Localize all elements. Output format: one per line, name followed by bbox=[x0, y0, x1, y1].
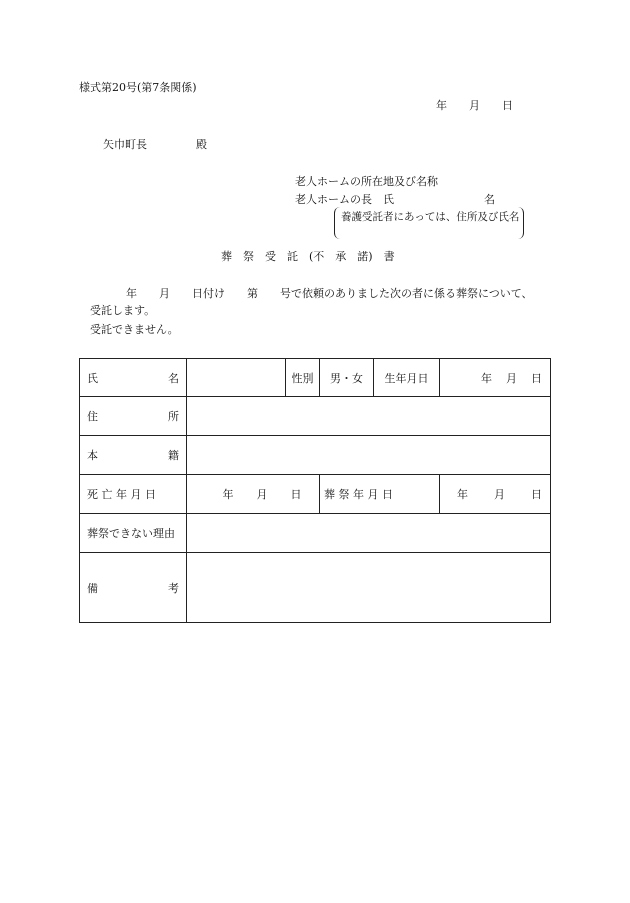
funeral-date-label-text: 葬 祭 年 月 日 bbox=[324, 488, 393, 501]
reason-label bbox=[80, 514, 187, 553]
birth-year: 年 bbox=[481, 371, 492, 385]
body-line-3: 受託できません。 bbox=[90, 323, 179, 336]
name-label-a: 氏 bbox=[87, 371, 98, 385]
reason-field[interactable] bbox=[187, 514, 551, 553]
funeral-month: 月 bbox=[494, 488, 505, 501]
table-row bbox=[80, 359, 551, 397]
birth-day: 日 bbox=[531, 371, 542, 385]
table-row bbox=[80, 514, 551, 553]
remarks-label-b: 考 bbox=[168, 581, 179, 595]
death-date-label-text: 死 亡 年 月 日 bbox=[87, 488, 156, 501]
reason-label-text: 葬祭できない理由 bbox=[87, 527, 175, 540]
funeral-date-label bbox=[320, 475, 440, 514]
funeral-date-field[interactable] bbox=[440, 475, 551, 514]
birth-date-field[interactable] bbox=[440, 359, 551, 397]
domicile-label-b: 籍 bbox=[168, 449, 179, 462]
remarks-field[interactable] bbox=[187, 553, 551, 623]
death-year: 年 bbox=[222, 488, 234, 501]
birth-month: 月 bbox=[506, 371, 517, 385]
address-label-cell bbox=[80, 397, 187, 436]
domicile-label-cell bbox=[80, 436, 187, 475]
table-row bbox=[80, 397, 551, 436]
sender-name-suffix: 名 bbox=[484, 193, 495, 206]
sender-location-name: 老人ホームの所在地及び名称 bbox=[295, 175, 438, 188]
table-row bbox=[80, 436, 551, 475]
death-month: 月 bbox=[256, 488, 268, 501]
birth-label: 生年月日 bbox=[374, 359, 440, 397]
funeral-year: 年 bbox=[457, 488, 468, 501]
sex-options[interactable]: 男・女 bbox=[320, 359, 374, 397]
honorific: 殿 bbox=[196, 138, 207, 151]
sex-label: 性別 bbox=[286, 359, 320, 397]
domicile-field[interactable] bbox=[187, 436, 551, 475]
body-line-2: 受託します。 bbox=[90, 304, 156, 317]
address-label-b: 所 bbox=[168, 410, 179, 423]
bracket-note: 養護受託者にあっては、住所及び氏名 bbox=[341, 211, 520, 223]
address-field[interactable] bbox=[187, 397, 551, 436]
address-label-a: 住 bbox=[87, 410, 98, 423]
death-date-field[interactable] bbox=[187, 475, 320, 514]
table-row bbox=[80, 553, 551, 623]
document-title: 葬 祭 受 託 (不 承 諾) 書 bbox=[221, 250, 395, 263]
addressee: 矢巾町長 bbox=[103, 138, 147, 151]
form-number: 様式第20号(第7条関係) bbox=[79, 81, 197, 94]
name-label-cell bbox=[80, 359, 187, 397]
death-date-label bbox=[80, 475, 187, 514]
funeral-form-table bbox=[79, 358, 551, 623]
table-row bbox=[80, 475, 551, 514]
funeral-day: 日 bbox=[531, 488, 542, 501]
remarks-label-cell bbox=[80, 553, 187, 623]
date-line: 年 月 日 bbox=[436, 99, 513, 112]
name-label-b: 名 bbox=[168, 371, 179, 385]
remarks-label-a: 備 bbox=[87, 581, 98, 595]
body-line-1: 年 月 日付け 第 号で依頼のありました次の者に係る葬祭について、 bbox=[126, 287, 533, 300]
domicile-label-a: 本 bbox=[87, 449, 98, 462]
name-field[interactable] bbox=[187, 359, 286, 397]
death-day: 日 bbox=[290, 488, 302, 501]
sender-head-label: 老人ホームの長 氏 bbox=[295, 193, 394, 206]
